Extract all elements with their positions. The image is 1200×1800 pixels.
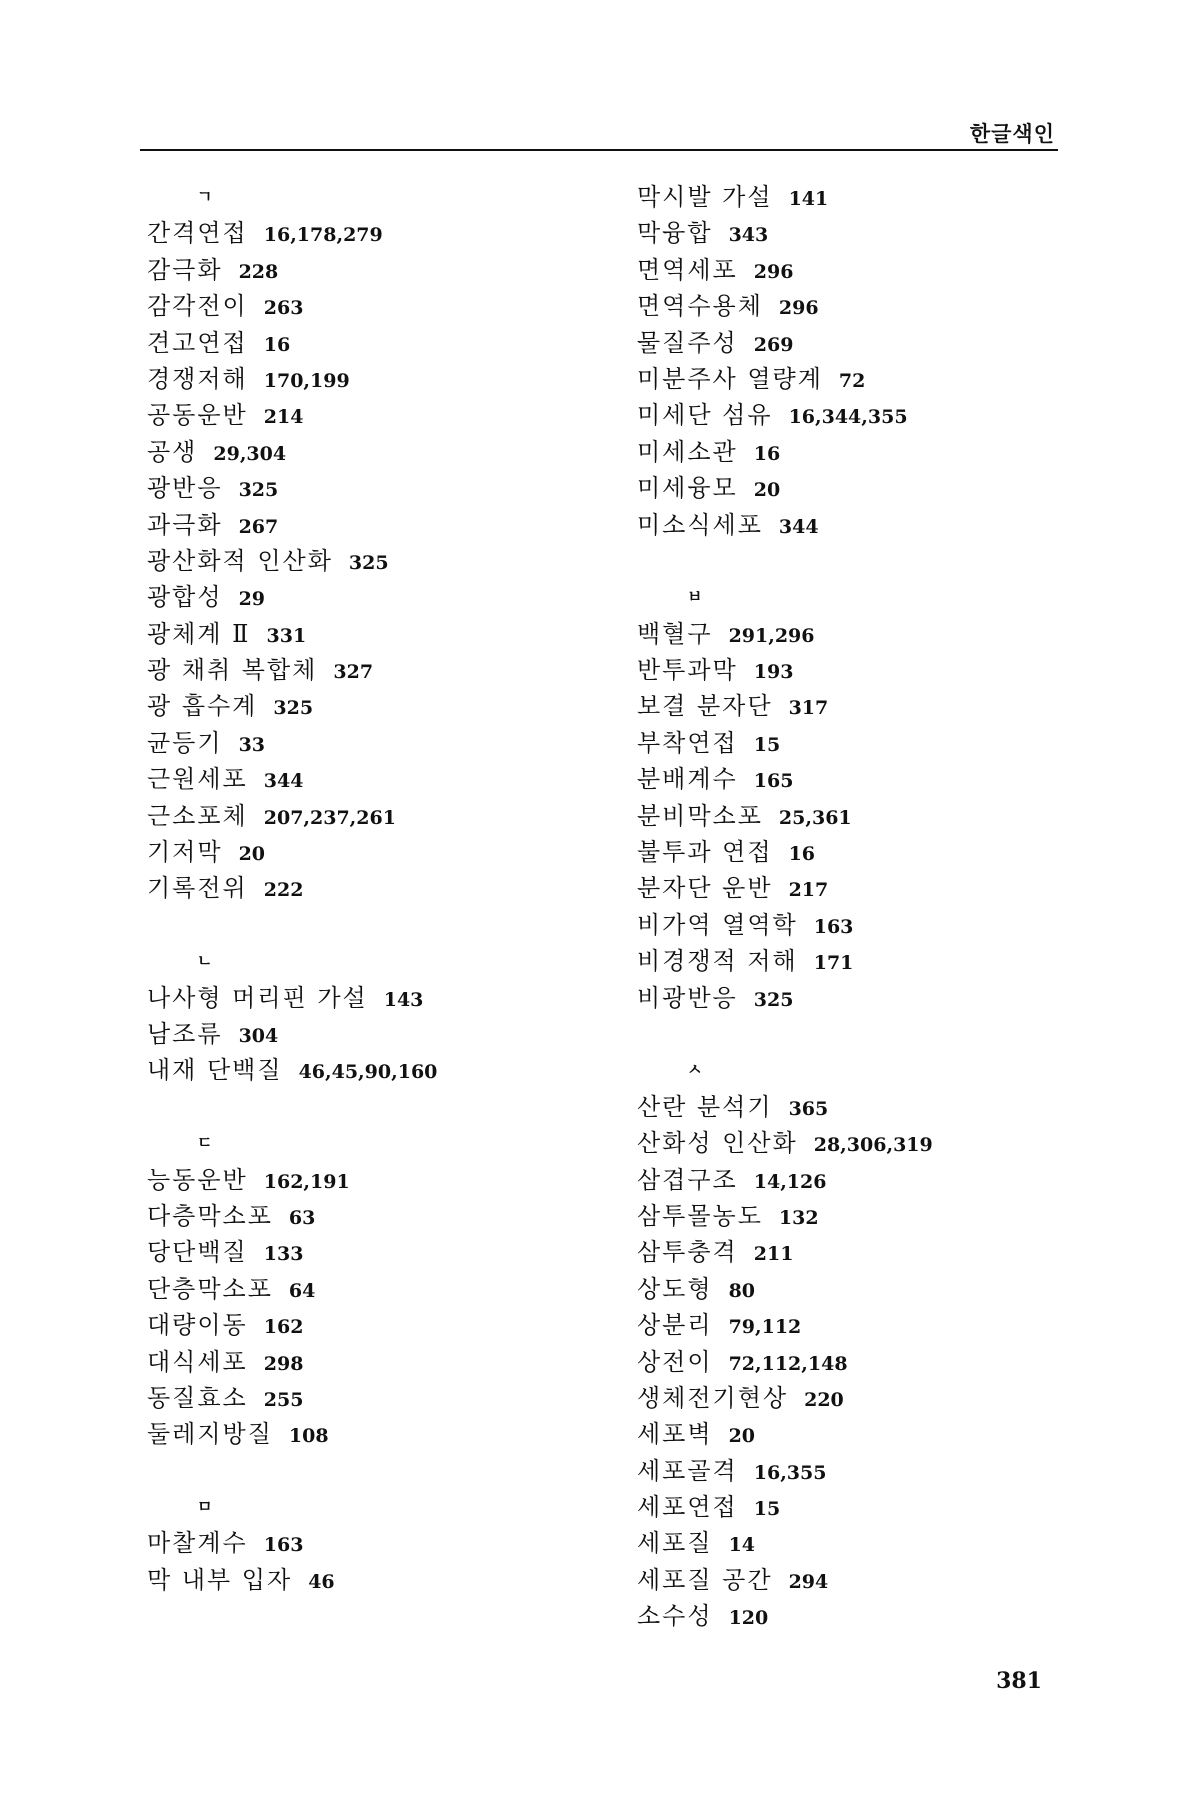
index-entry: [637, 1234, 933, 1270]
index-term: 산화성 인산화: [637, 1129, 798, 1158]
index-column-right: [637, 179, 933, 1635]
index-entry: [147, 1380, 437, 1416]
index-entry: [637, 652, 933, 688]
index-term: 대식세포: [147, 1347, 248, 1376]
index-section: [637, 1052, 933, 1634]
index-entry: [637, 1307, 933, 1343]
index-pages: 170,199: [263, 369, 350, 392]
index-term: 산란 분석기: [637, 1092, 773, 1121]
index-entry: [637, 1562, 933, 1598]
index-entry: [637, 507, 933, 543]
index-pages: 304: [238, 1024, 279, 1047]
index-pages: 14: [728, 1534, 756, 1557]
index-entry: [147, 761, 437, 797]
index-pages: 29: [238, 588, 266, 611]
index-entry: [147, 215, 437, 251]
header-rule: [140, 149, 1058, 151]
index-pages: 16: [788, 843, 816, 866]
index-term: 비경쟁적 저해: [637, 947, 798, 976]
index-pages: 29,304: [213, 442, 287, 465]
section-gap: [147, 1089, 437, 1125]
index-entry: [147, 1198, 437, 1234]
index-pages: 343: [728, 224, 769, 247]
index-pages: 255: [263, 1388, 304, 1411]
index-pages: 344: [778, 515, 819, 538]
index-entry: [637, 688, 933, 724]
index-pages: 298: [263, 1352, 304, 1375]
index-term: 물질주성: [637, 328, 738, 357]
index-pages: 46,45,90,160: [298, 1061, 438, 1084]
index-entry: [637, 1198, 933, 1234]
index-entry: [637, 834, 933, 870]
index-entry: [147, 288, 437, 324]
index-entry: [637, 725, 933, 761]
group-letter: ㅁ: [197, 1497, 213, 1517]
index-entry: [637, 325, 933, 361]
index-term: 경쟁저해: [147, 364, 248, 393]
index-pages: 16,344,355: [788, 406, 908, 429]
index-term: 근원세포: [147, 765, 248, 794]
index-entry: [637, 1489, 933, 1525]
index-term: 막 내부 입자: [147, 1565, 293, 1594]
index-term: 남조류: [147, 1019, 223, 1048]
index-term: 분자단 운반: [637, 874, 773, 903]
index-term: 불투과 연접: [637, 838, 773, 867]
index-pages: 296: [778, 297, 819, 320]
index-term: 당단백질: [147, 1238, 248, 1267]
index-term: 광 채취 복합체: [147, 656, 318, 685]
index-term: 동질효소: [147, 1383, 248, 1412]
index-entry: [147, 834, 437, 870]
index-column-left: [147, 179, 437, 1598]
index-section: [147, 1125, 437, 1453]
index-pages: 267: [238, 515, 279, 538]
index-pages: 217: [788, 879, 829, 902]
index-pages: 79,112: [728, 1316, 802, 1339]
index-term: 능동운반: [147, 1165, 248, 1194]
index-pages: 72: [838, 369, 866, 392]
index-term: 단층막소포: [147, 1274, 273, 1303]
index-term: 반투과막: [637, 656, 738, 685]
index-term: 소수성: [637, 1602, 713, 1631]
index-section: [147, 1489, 437, 1598]
index-entry: [147, 361, 437, 397]
index-entry: [637, 1271, 933, 1307]
index-term: 상분리: [637, 1311, 713, 1340]
index-term: 다층막소포: [147, 1201, 273, 1230]
index-entry: [637, 179, 933, 215]
index-entry: [147, 1234, 437, 1270]
index-pages: 193: [753, 661, 794, 684]
index-pages: 141: [788, 188, 829, 210]
index-entry: [637, 907, 933, 943]
index-term: 기록전위: [147, 874, 248, 903]
index-entry: [637, 252, 933, 288]
index-entry: [147, 1052, 437, 1088]
index-pages: 16,178,279: [263, 224, 383, 247]
index-entry: [147, 980, 437, 1016]
index-pages: 163: [813, 915, 854, 938]
index-entry: [147, 397, 437, 433]
index-pages: 325: [753, 988, 794, 1011]
index-pages: 132: [778, 1206, 819, 1229]
index-pages: 133: [263, 1243, 304, 1266]
index-section: [637, 179, 933, 543]
index-entry: [147, 798, 437, 834]
index-entry: [637, 397, 933, 433]
index-pages: 162,191: [263, 1170, 350, 1193]
index-entry: [147, 470, 437, 506]
index-entry: [637, 215, 933, 251]
index-term: 기저막: [147, 838, 223, 867]
index-pages: 15: [753, 1498, 781, 1521]
index-term: 대량이동: [147, 1311, 248, 1340]
index-entry: [637, 361, 933, 397]
index-pages: 143: [383, 988, 424, 1011]
index-term: 세포질: [637, 1529, 713, 1558]
index-term: 감각전이: [147, 292, 248, 321]
index-pages: 317: [788, 697, 829, 720]
index-entry: [147, 1307, 437, 1343]
index-term: 분비막소포: [637, 801, 763, 830]
group-letter: ㄷ: [197, 1133, 213, 1153]
index-pages: 269: [753, 333, 794, 356]
index-term: 상도형: [637, 1274, 713, 1303]
index-entry: [147, 616, 437, 652]
index-pages: 15: [753, 733, 781, 756]
right-sections: [637, 179, 933, 1635]
index-term: 세포연접: [637, 1493, 738, 1522]
index-term: 막시발 가설: [637, 183, 773, 211]
index-term: 광체계 Ⅱ: [147, 619, 251, 648]
index-term: 간격연접: [147, 219, 248, 248]
index-pages: 20: [238, 843, 266, 866]
index-term: 과극화: [147, 510, 223, 539]
index-pages: 344: [263, 770, 304, 793]
index-pages: 214: [263, 406, 304, 429]
index-term: 미세융모: [637, 474, 738, 503]
index-pages: 165: [753, 770, 794, 793]
index-entry: [637, 616, 933, 652]
index-term: 세포벽: [637, 1420, 713, 1449]
index-term: 보결 분자단: [637, 692, 773, 721]
index-term: 미세소관: [637, 437, 738, 466]
index-entry: [147, 725, 437, 761]
index-pages: 294: [788, 1570, 829, 1593]
index-pages: 16: [263, 333, 291, 356]
index-term: 균등기: [147, 728, 223, 757]
index-entry: [637, 943, 933, 979]
index-pages: 16,355: [753, 1461, 827, 1484]
index-entry: [147, 1416, 437, 1452]
index-term: 나사형 머리핀 가설: [147, 983, 368, 1012]
index-entry: [147, 1271, 437, 1307]
index-entry: [147, 579, 437, 615]
index-pages: 365: [788, 1097, 829, 1120]
group-letter: ㅂ: [687, 587, 703, 607]
index-pages: 80: [728, 1279, 756, 1302]
index-pages: 33: [238, 733, 266, 756]
index-pages: 296: [753, 260, 794, 283]
index-term: 공생: [147, 437, 198, 466]
index-term: 세포질 공간: [637, 1565, 773, 1594]
index-entry: [637, 1525, 933, 1561]
index-entry: [637, 1089, 933, 1125]
index-term: 공동운반: [147, 401, 248, 430]
index-pages: 163: [263, 1534, 304, 1557]
index-entry: [637, 1162, 933, 1198]
index-pages: 291,296: [728, 624, 815, 647]
index-entry: [147, 1162, 437, 1198]
section-gap: [637, 543, 933, 579]
index-entry: [147, 1344, 437, 1380]
index-pages: 171: [813, 952, 854, 975]
index-section: [637, 579, 933, 1016]
index-entry: [637, 470, 933, 506]
index-term: 삼투몰농도: [637, 1201, 763, 1230]
index-entry: [147, 1562, 437, 1598]
index-entry: [637, 870, 933, 906]
index-pages: 325: [238, 479, 279, 502]
index-term: 삼겹구조: [637, 1165, 738, 1194]
section-gap: [637, 1016, 933, 1052]
index-term: 둘레지방질: [147, 1420, 273, 1449]
index-pages: 325: [273, 697, 314, 720]
index-entry: [637, 1380, 933, 1416]
index-term: 분배계수: [637, 765, 738, 794]
index-term: 부착연접: [637, 728, 738, 757]
index-pages: 20: [728, 1425, 756, 1448]
index-pages: 222: [263, 879, 304, 902]
index-section: [147, 179, 437, 907]
index-term: 광산화적 인산화: [147, 546, 333, 575]
index-pages: 120: [728, 1607, 769, 1630]
index-pages: 263: [263, 297, 304, 320]
index-entry: [637, 980, 933, 1016]
index-entry: [147, 688, 437, 724]
index-entry: [147, 1525, 437, 1561]
index-term: 상전이: [637, 1347, 713, 1376]
index-pages: 25,361: [778, 806, 852, 829]
index-pages: 331: [266, 624, 307, 647]
index-pages: 162: [263, 1316, 304, 1339]
index-term: 비광반응: [637, 983, 738, 1012]
index-term: 면역세포: [637, 255, 738, 284]
index-term: 광반응: [147, 474, 223, 503]
index-term: 미세단 섬유: [637, 401, 773, 430]
index-pages: 14,126: [753, 1170, 827, 1193]
section-gap: [147, 1453, 437, 1489]
index-pages: 207,237,261: [263, 806, 396, 829]
group-letter: ㄱ: [197, 187, 213, 206]
index-pages: 108: [288, 1425, 329, 1448]
section-gap: [147, 907, 437, 943]
index-term: 근소포체: [147, 801, 248, 830]
index-term: 마찰계수: [147, 1529, 248, 1558]
index-pages: 16: [753, 442, 781, 465]
group-letter: ㅅ: [687, 1060, 703, 1080]
index-entry: [147, 507, 437, 543]
index-term: 광합성: [147, 583, 223, 612]
index-entry: [147, 325, 437, 361]
index-pages: 28,306,319: [813, 1134, 933, 1157]
index-pages: 211: [753, 1243, 794, 1266]
index-entry: [147, 434, 437, 470]
index-pages: 327: [333, 661, 374, 684]
index-pages: 63: [288, 1206, 316, 1229]
index-entry: [637, 1598, 933, 1634]
index-pages: 228: [238, 260, 279, 283]
index-entry: [637, 1416, 933, 1452]
index-section: [147, 943, 437, 1089]
index-pages: 220: [804, 1388, 844, 1411]
index-pages: 64: [288, 1279, 316, 1302]
index-term: 면역수용체: [637, 292, 763, 321]
index-entry: [637, 1344, 933, 1380]
group-letter: ㄴ: [197, 951, 213, 971]
index-pages: 72,112,148: [728, 1352, 848, 1375]
index-entry: [637, 798, 933, 834]
index-term: 견고연접: [147, 328, 248, 357]
index-entry: [147, 652, 437, 688]
index-term: 백혈구: [637, 619, 713, 648]
index-term: 비가역 열역학: [637, 910, 798, 939]
index-entry: [637, 1125, 933, 1161]
index-entry: [637, 288, 933, 324]
index-term: 세포골격: [637, 1456, 738, 1485]
index-term: 생체전기현상: [637, 1383, 789, 1412]
index-entry: [637, 761, 933, 797]
index-term: 미분주사 열량계: [637, 364, 823, 393]
index-term: 미소식세포: [637, 510, 763, 539]
index-pages: 325: [348, 551, 389, 574]
left-sections: [147, 179, 437, 1598]
index-entry: [637, 434, 933, 470]
index-entry: [147, 870, 437, 906]
index-pages: 46: [308, 1570, 335, 1593]
index-entry: [147, 1016, 437, 1052]
index-term: 삼투충격: [637, 1238, 738, 1267]
index-term: 내재 단백질: [147, 1056, 283, 1085]
page-number: 381: [996, 1668, 1042, 1694]
index-term: 광 흡수계: [147, 692, 258, 721]
index-term: 막융합: [637, 219, 713, 248]
running-head: 한글색인: [969, 122, 1055, 146]
index-entry: [637, 1453, 933, 1489]
index-entry: [147, 543, 437, 579]
index-entry: [147, 252, 437, 288]
index-pages: 20: [753, 479, 781, 502]
index-term: 감극화: [147, 255, 223, 284]
